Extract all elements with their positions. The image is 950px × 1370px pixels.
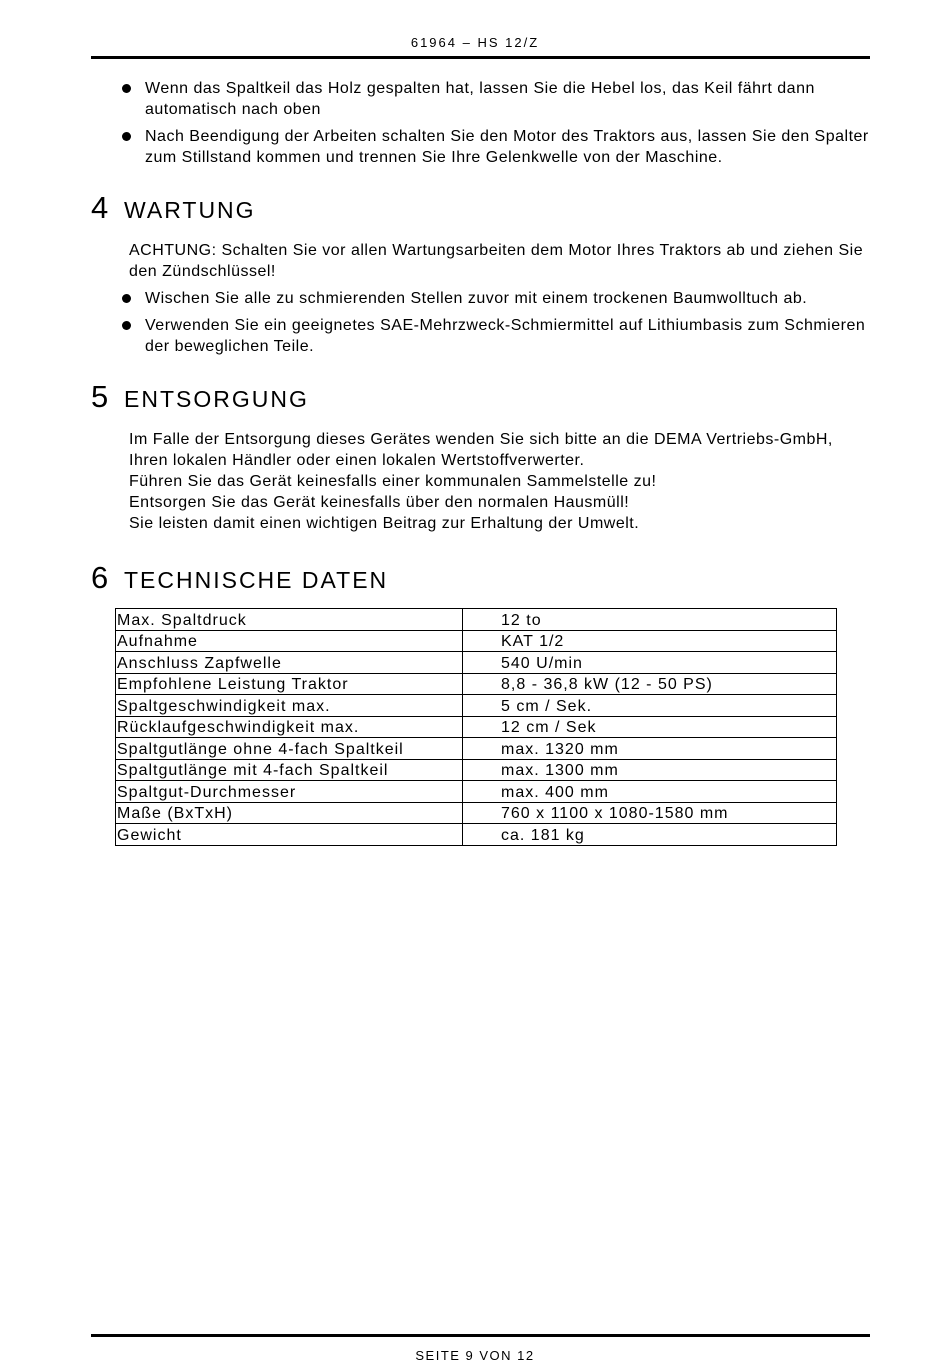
table-row bbox=[116, 738, 837, 760]
spec-label: Rücklaufgeschwindigkeit max. bbox=[116, 716, 463, 738]
section-title: WARTUNG bbox=[124, 197, 256, 223]
spec-label: Spaltgeschwindigkeit max. bbox=[116, 695, 463, 717]
list-item bbox=[91, 126, 870, 168]
section-number: 4 bbox=[91, 190, 109, 225]
bullet-icon bbox=[122, 294, 131, 303]
page-number: SEITE 9 VON 12 bbox=[415, 1348, 535, 1363]
disposal-line: Entsorgen Sie das Gerät keinesfalls über den normalen Hausmüll! bbox=[129, 494, 630, 511]
table-row bbox=[116, 716, 837, 738]
spec-value: 8,8 - 36,8 kW (12 - 50 PS) bbox=[463, 673, 837, 695]
tech-data-table bbox=[115, 608, 837, 846]
disposal-line: Im Falle der Entsorgung dieses Gerätes wenden Sie sich bitte an die DEMA Vertriebs-GmbH, Ihren lokalen Händler oder einen lokalen Wertstoffverwerter. bbox=[129, 431, 833, 469]
spec-value: max. 400 mm bbox=[463, 781, 837, 803]
bullet-icon bbox=[122, 84, 131, 93]
list-item-text: Nach Beendigung der Arbeiten schalten Sie den Motor des Traktors aus, lassen Sie den Spalter zum Stillstand kommen und trennen Sie Ihre Gelenkwelle von der Maschine. bbox=[145, 128, 869, 166]
header-rule bbox=[91, 56, 870, 59]
table-row bbox=[116, 695, 837, 717]
spec-label: Gewicht bbox=[116, 824, 463, 846]
warning-text: ACHTUNG: Schalten Sie vor allen Wartungsarbeiten dem Motor Ihres Traktors ab und ziehen Sie den Zündschlüssel! bbox=[129, 242, 864, 280]
disposal-paragraph bbox=[91, 429, 870, 534]
section-title: TECHNISCHE DATEN bbox=[124, 567, 389, 593]
bullet-icon bbox=[122, 321, 131, 330]
list-item bbox=[91, 78, 870, 120]
section-heading-technische-daten bbox=[91, 560, 870, 596]
table-row bbox=[116, 824, 837, 846]
spec-value: KAT 1/2 bbox=[463, 630, 837, 652]
section-title: ENTSORGUNG bbox=[124, 386, 309, 412]
spec-label: Maße (BxTxH) bbox=[116, 802, 463, 824]
table-row bbox=[116, 673, 837, 695]
section-heading-entsorgung bbox=[91, 379, 870, 415]
spec-label: Aufnahme bbox=[116, 630, 463, 652]
spec-value: ca. 181 kg bbox=[463, 824, 837, 846]
disposal-line: Führen Sie das Gerät keinesfalls einer kommunalen Sammelstelle zu! bbox=[129, 473, 657, 490]
page-header-title: 61964 – HS 12/Z bbox=[410, 35, 540, 50]
disposal-line: Sie leisten damit einen wichtigen Beitrag zur Erhaltung der Umwelt. bbox=[129, 515, 640, 532]
spec-value: max. 1300 mm bbox=[463, 759, 837, 781]
list-item bbox=[91, 288, 870, 309]
bullet-icon bbox=[122, 132, 131, 141]
section-number: 6 bbox=[91, 560, 109, 595]
intro-bullet-list bbox=[91, 78, 870, 168]
spec-label: Spaltgutlänge mit 4-fach Spaltkeil bbox=[116, 759, 463, 781]
spec-label: Spaltgut-Durchmesser bbox=[116, 781, 463, 803]
page-content bbox=[91, 78, 870, 846]
list-item-text: Wenn das Spaltkeil das Holz gespalten hat, lassen Sie die Hebel los, das Keil fährt dann automatisch nach oben bbox=[145, 80, 815, 118]
spec-value: 540 U/min bbox=[463, 652, 837, 674]
table-row bbox=[116, 652, 837, 674]
spec-value: max. 1320 mm bbox=[463, 738, 837, 760]
table-row bbox=[116, 609, 837, 631]
table-row bbox=[116, 759, 837, 781]
list-item bbox=[91, 315, 870, 357]
section-number: 5 bbox=[91, 379, 109, 414]
table-row bbox=[116, 802, 837, 824]
spec-value: 5 cm / Sek. bbox=[463, 695, 837, 717]
table-row bbox=[116, 781, 837, 803]
list-item-text: Verwenden Sie ein geeignetes SAE-Mehrzweck-Schmiermittel auf Lithiumbasis zum Schmieren der beweglichen Teile. bbox=[145, 317, 866, 355]
table-row bbox=[116, 630, 837, 652]
spec-value: 12 cm / Sek bbox=[463, 716, 837, 738]
spec-value: 760 x 1100 x 1080-1580 mm bbox=[463, 802, 837, 824]
spec-value: 12 to bbox=[463, 609, 837, 631]
spec-label: Empfohlene Leistung Traktor bbox=[116, 673, 463, 695]
list-item-text: Wischen Sie alle zu schmierenden Stellen zuvor mit einem trockenen Baumwolltuch ab. bbox=[145, 290, 808, 307]
spec-label: Anschluss Zapfwelle bbox=[116, 652, 463, 674]
footer-rule bbox=[91, 1334, 870, 1337]
spec-label: Max. Spaltdruck bbox=[116, 609, 463, 631]
section-heading-wartung bbox=[91, 190, 870, 226]
wartung-bullet-list bbox=[91, 288, 870, 357]
spec-label: Spaltgutlänge ohne 4-fach Spaltkeil bbox=[116, 738, 463, 760]
